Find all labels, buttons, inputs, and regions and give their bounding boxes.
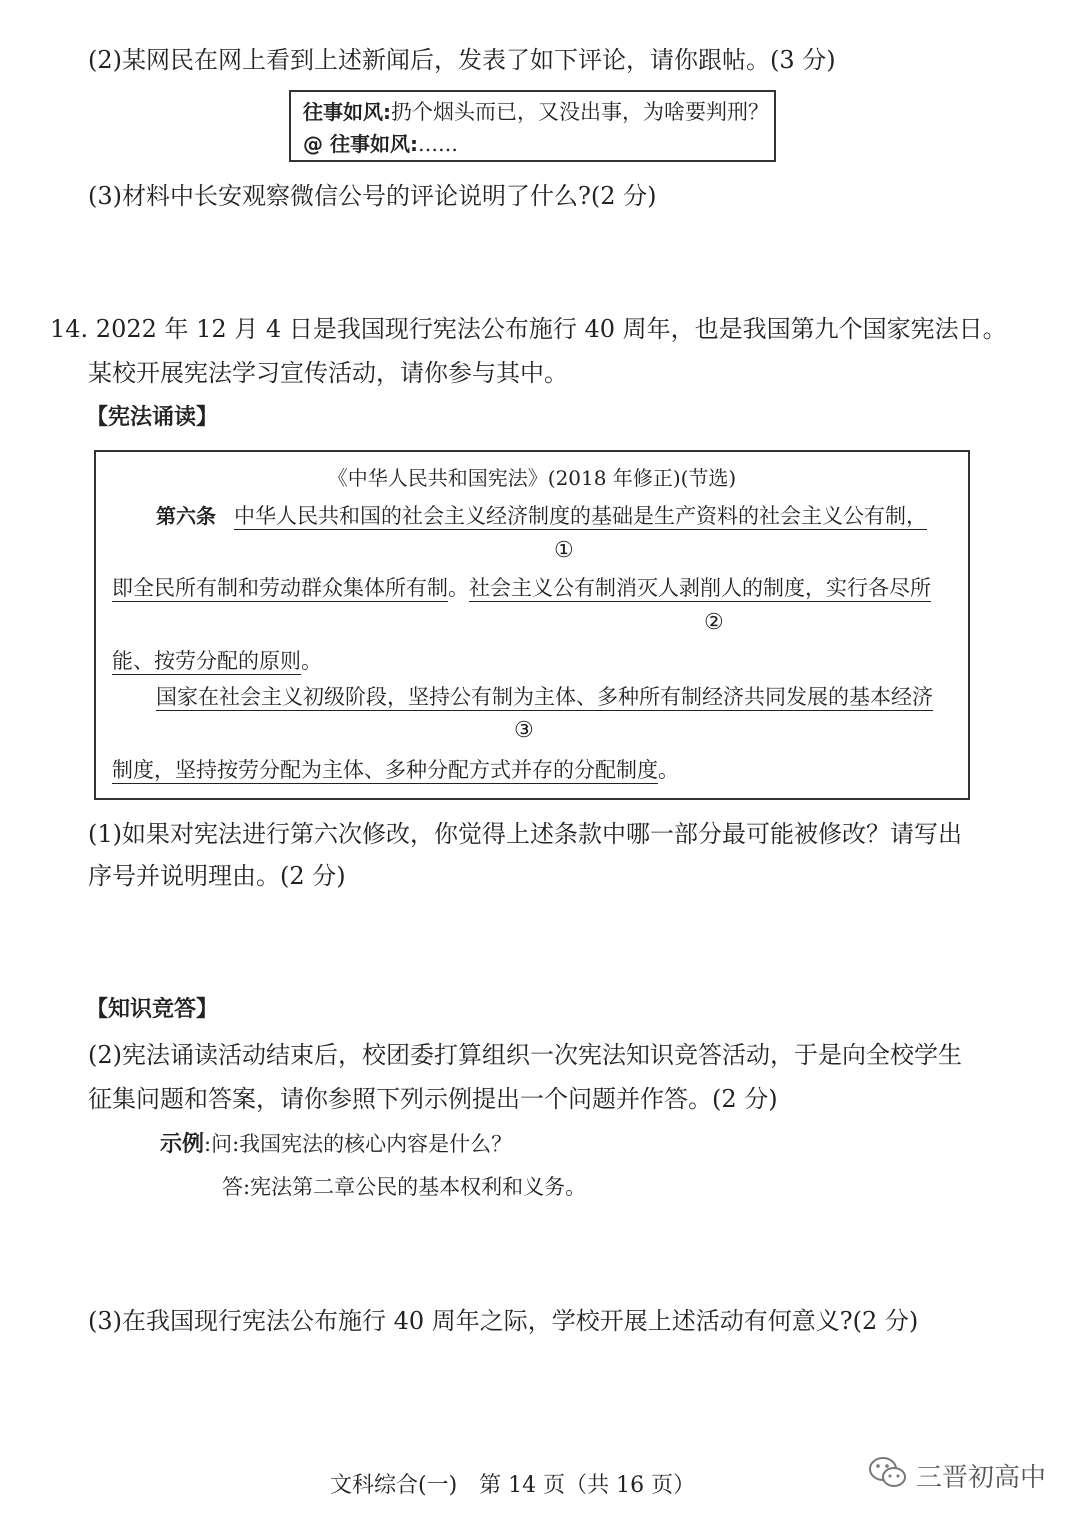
q13-part2: (2)某网民在网上看到上述新闻后，发表了如下评论，请你跟帖。(3 分) <box>88 46 836 74</box>
q14-part1-line1: (1)如果对宪法进行第六次修改，你觉得上述条款中哪一部分最可能被修改？请写出 <box>88 820 962 848</box>
example-question: :问:我国宪法的核心内容是什么？ <box>204 1132 513 1156</box>
example-label: 示例 <box>160 1132 205 1157</box>
reply-user: @ 往事如风: <box>303 132 418 156</box>
clause-1: 中华人民共和国的社会主义经济制度的基础是生产资料的社会主义公有制， <box>234 504 927 528</box>
wechat-icon <box>868 1455 908 1495</box>
clause-1-cont: 即全民所有制和劳动群众集体所有制 <box>112 576 448 600</box>
q14-part3: (3)在我国现行宪法公布施行 40 周年之际，学校开展上述活动有何意义?(2 分) <box>88 1307 919 1335</box>
article-label: 第六条 <box>156 504 216 528</box>
clause-2: 社会主义公有制消灭人剥削人的制度，实行各尽所 <box>469 576 931 600</box>
comment-text: 扔个烟头而已，又没出事，为啥要判刑？ <box>391 100 769 124</box>
constitution-box: 《中华人民共和国宪法》(2018 年修正)(节选) 第六条 中华人民共和国的社会主义经济制度的基础是生产资料的社会主义公有制， ① 即全民所有制和劳动群众集体所有制。社会主义公有制消灭人剥削人的制度，实行各尽所 ② 能、按劳分配的原则。 国家在社会主义初级阶段，坚持公有制为主体、多种所有制经济共同发展的基本经济 ③ 制度，坚持按劳分配为主体、多种分配方式并存的分配制度。 <box>94 450 970 800</box>
q13-part3: (3)材料中长安观察微信公号的评论说明了什么?(2 分) <box>88 182 657 210</box>
comment-box <box>289 90 776 162</box>
watermark <box>868 1455 1046 1495</box>
mark-2: ② <box>704 610 724 635</box>
section-heading-recitation: 【宪法诵读】 <box>86 405 219 430</box>
clause-3: 国家在社会主义初级阶段，坚持公有制为主体、多种所有制经济共同发展的基本经济 <box>156 685 933 709</box>
example-answer: 答:宪法第二章公民的基本权利和义务。 <box>222 1175 587 1199</box>
clause-2-cont: 能、按劳分配的原则 <box>112 649 301 673</box>
section-heading-quiz: 【知识竞答】 <box>86 997 219 1022</box>
q14-part2-line2: 征集问题和答案，请你参照下列示例提出一个问题并作答。(2 分) <box>88 1085 778 1113</box>
box-title: 《中华人民共和国宪法》(2018 年修正)(节选) <box>327 466 737 490</box>
page-footer: 文科综合(一) 第 14 页（共 16 页） <box>330 1473 696 1498</box>
q14-part2-line1: (2)宪法诵读活动结束后，校团委打算组织一次宪法知识竞答活动，于是向全校学生 <box>88 1041 962 1069</box>
watermark-text: 三晋初高中 <box>916 1462 1047 1493</box>
comment-user: 往事如风: <box>303 100 391 124</box>
mark-1: ① <box>554 538 574 563</box>
reply-text: …… <box>417 132 458 156</box>
q14-stem-line2: 某校开展宪法学习宣传活动，请你参与其中。 <box>88 359 568 387</box>
q14-stem-line1: 14. 2022 年 12 月 4 日是我国现行宪法公布施行 40 周年，也是我国第九个国家宪法日。 <box>50 315 1007 343</box>
clause-3-cont: 制度，坚持按劳分配为主体、多种分配方式并存的分配制度 <box>112 758 658 782</box>
q14-part1-line2: 序号并说明理由。(2 分) <box>88 862 346 890</box>
mark-3: ③ <box>514 718 534 743</box>
